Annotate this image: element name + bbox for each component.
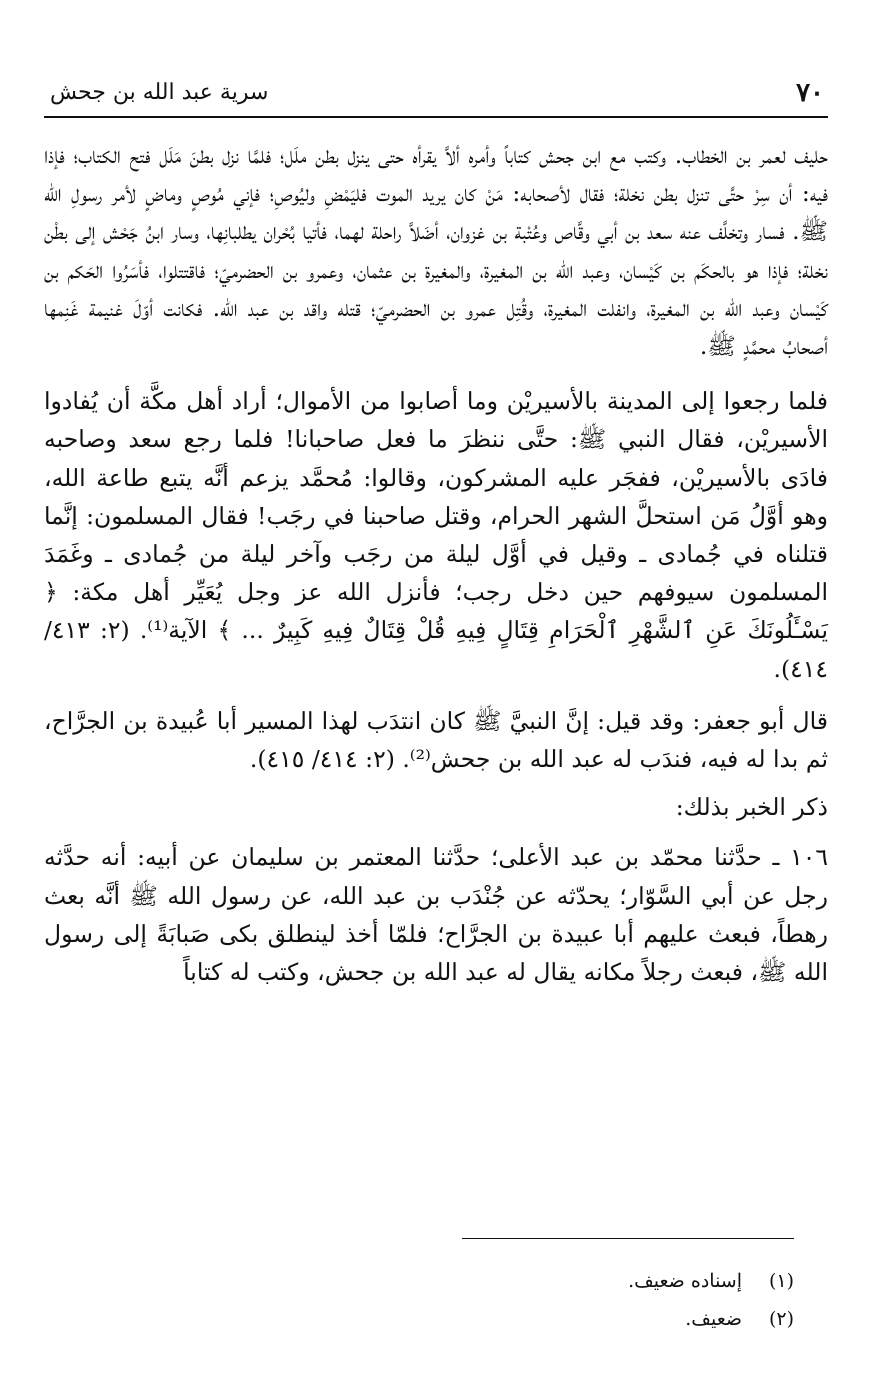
page-number: ٧٠ [796, 78, 824, 108]
page-header [44, 74, 828, 112]
paragraph-2: فلما رجعوا إلى المدينة بالأسيريْن وما أصابوا من الأموال؛ أراد أهل مكَّة أن يُفادوا الأسيريْن، فقال النبي ﷺ: حتَّى ننظرَ ما فعل صاحبانا! فلما رجع سعد وصاحبه فادَى بالأسيريْن، ففجَر عليه المشركون، وقالوا: مُحمَّد يزعم أنَّه يتبع طاعة الله، وهو أوَّلُ مَن استحلَّ الشهر الحرام، وقتل صاحبنا في رجَب! فقال المسلمون: إنَّما قتلناه في جُمادى ـ وقيل في أوَّل ليلة من رجَب وآخر ليلة من جُمادى ـ وغَمَدَ المسلمون سيوفهم حين دخل رجب؛ فأنزل الله عز وجل يُعَيِّر أهل مكة: ﴿ يَسْـَٔلُونَكَ عَنِ ٱلشَّهْرِ ٱلْحَرَامِ قِتَالٍ فِيهِ قُلْ قِتَالٌ فِيهِ كَبِيرٌ ... ﴾ الآية⁽¹⁾. (٢: ٤١٣/ ٤١٤). [44, 387, 828, 683]
section-heading: ذكر الخبر بذلك: [675, 793, 828, 822]
footnote-number: (١) [768, 1270, 794, 1292]
footnote-number: (٢) [768, 1308, 794, 1330]
paragraph-5: ١٠٦ ـ حدَّثنا محمّد بن عبد الأعلى؛ حدَّثنا المعتمر بن سليمان عن أبيه: أنه حدَّثه رجل عن أبي السَّوّار؛ يحدّثه عن جُنْدَب بن عبد الله، عن رسول الله ﷺ أنَّه بعث رهطاً، فبعث عليهم أبا عبيدة بن الجرَّاح؛ فلمّا أخذ لينطلق بكى صَبابَةً إلى رسول الله ﷺ، فبعث رجلاً مكانه يقال له عبد الله بن جحش، وكتب له كتاباً [44, 843, 828, 987]
footnote-divider [462, 1238, 794, 1239]
paragraph-1: حليف لعمر بن الخطاب. وكتب مع ابن جحش كتاباً وأمره ألاَّ يقرأه حتى ينزل بطن ملَل؛ فلمَّا نزل بطنَ مَلَل فتح الكتاب؛ فإذا فيه: أن سِرْ حتَّى تنزل بطن نخلة؛ فقال لأصحابه: مَنْ كان يريد الموت فليَمْضِ وليُوصِ؛ فإني مُوصٍ وماضٍ لأمر رسولِ الله ﷺ. فسار وتخلَّف عنه سعد بن أبي وقَّاص وعُتْبة بن غزوان، أضَلاَّ راحلة لهما، فأتيا بُحْران يطلبانِها، وسار ابنُ جَحْش إلى بطْن نخلة؛ فإذا هو بالحكَم بن كَيْسان، وعبد الله بن المغيرة، والمغيرة بن عثمان، وعمرو بن الحضرميّ؛ فاقتتلوا، فأسَرُوا الحَكم بن كَيْسان وعبد الله بن المغيرة، وانفلت المغيرة، وقُتِل عمرو بن الحضرميّ؛ قتله واقد بن عبد الله. فكانت أوّلَ غنيمة غَنِمها أصحابُ محمَّدٍ ﷺ. [44, 141, 828, 361]
footnote-1 [44, 1262, 794, 1300]
main-text [44, 136, 828, 991]
paragraph-3: قال أبو جعفر: وقد قيل: إنَّ النبيَّ ﷺ كان انتدَب لهذا المسير أبا عُبيدة بن الجرَّاح، ثم بدا له فيه، فندَب له عبد الله بن جحش⁽²⁾. (٢: ٤١٤/ ٤١٥). [44, 706, 828, 774]
running-title: سرية عبد الله بن جحش [50, 80, 269, 105]
footnote-text: إسناده ضعيف. [628, 1270, 742, 1292]
header-divider [44, 116, 828, 118]
footnote-text: ضعيف. [685, 1308, 742, 1330]
footnotes [44, 1262, 794, 1338]
footnote-2 [44, 1300, 794, 1338]
